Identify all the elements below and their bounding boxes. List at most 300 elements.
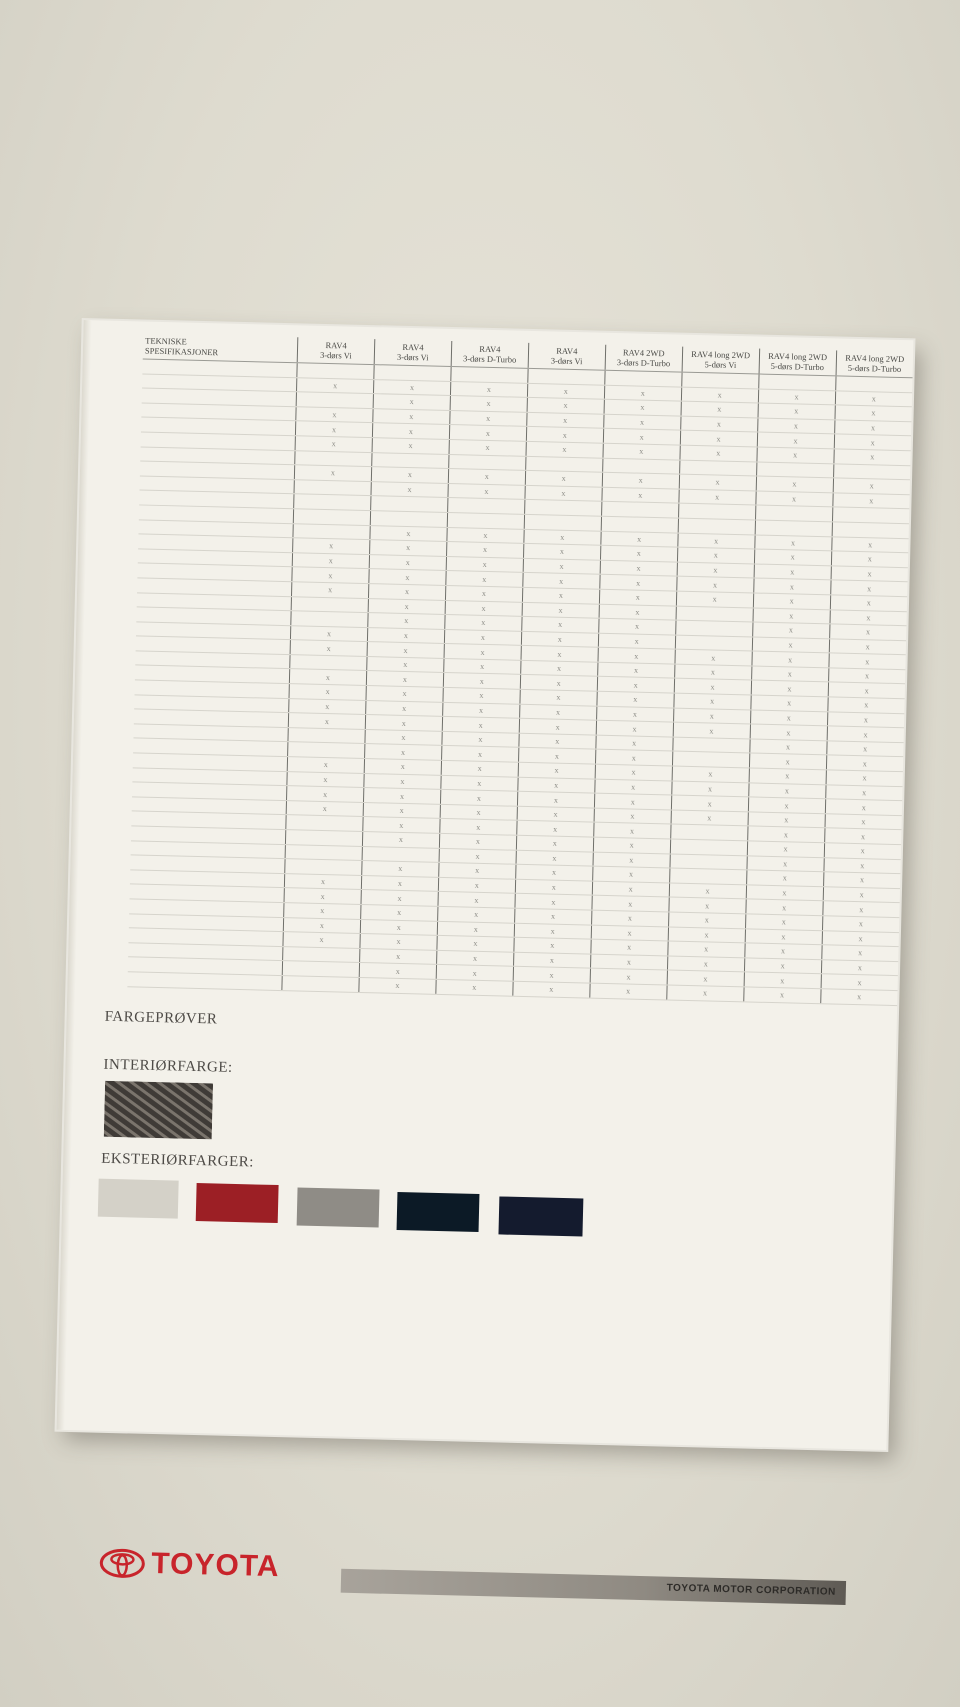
spec-cell: x (668, 927, 745, 943)
spec-cell: x (514, 937, 591, 953)
spec-cell: x (518, 777, 595, 793)
toyota-logo (99, 1546, 280, 1584)
spec-cell: x (822, 930, 899, 946)
spec-cell: x (515, 894, 592, 910)
model-variant: 5-dørs D-Turbo (770, 360, 825, 373)
spec-cell: x (523, 558, 600, 574)
spec-cell: x (594, 793, 671, 809)
spec-cell: x (372, 423, 449, 439)
spec-cell: x (445, 585, 522, 601)
spec-cell: x (444, 658, 521, 674)
spec-cell: x (596, 706, 673, 722)
spec-cell: x (831, 551, 908, 567)
spec-cell: x (823, 887, 900, 903)
spec-cell: x (677, 562, 754, 578)
spec-cell: x (519, 704, 596, 720)
spec-cell: x (822, 901, 899, 917)
spec-cell: x (288, 713, 365, 729)
spec-cell: x (674, 693, 751, 709)
spec-cell: x (359, 977, 436, 993)
spec-cell: x (365, 729, 442, 745)
spec-cell: x (824, 828, 901, 844)
spec-cell: x (747, 855, 824, 871)
spec-cell: x (746, 870, 823, 886)
spec-cell: x (751, 680, 828, 696)
spec-cell: x (441, 760, 518, 776)
spec-cell: x (292, 552, 369, 568)
spec-cell: x (450, 410, 527, 426)
spec-cell: x (833, 449, 910, 465)
spec-cell: x (284, 873, 361, 889)
spec-cell: x (360, 934, 437, 950)
spec-cell: x (591, 910, 668, 926)
exterior-swatch-navy (498, 1196, 583, 1236)
model-column-header (605, 345, 683, 372)
spec-cell: x (598, 633, 675, 649)
spec-cell: x (437, 936, 514, 952)
spec-cell: x (364, 773, 441, 789)
spec-cell: x (437, 906, 514, 922)
spec-cell: x (448, 469, 525, 485)
spec-cell: x (590, 983, 667, 999)
spec-cell: x (523, 573, 600, 589)
spec-cell: x (521, 631, 598, 647)
spec-cell: x (602, 472, 679, 488)
spec-cell: x (828, 682, 905, 698)
spec-cell: x (518, 762, 595, 778)
spec-cell: x (830, 580, 907, 596)
spec-cell: x (283, 917, 360, 933)
spec-cell: x (439, 863, 516, 879)
spec-cell: x (674, 679, 751, 695)
spec-cell: x (449, 439, 526, 455)
spec-cell: x (362, 861, 439, 877)
spec-cell: x (833, 478, 910, 494)
spec-cell: x (825, 814, 902, 830)
model-variant: 5-dørs Vi (704, 359, 737, 370)
spec-cell: x (295, 421, 372, 437)
spec-cell: x (745, 914, 822, 930)
spec-cell: x (834, 420, 911, 436)
spec-cell: x (450, 396, 527, 412)
spec-cell: x (440, 790, 517, 806)
spec-cell: x (296, 377, 373, 393)
spec-cell: x (370, 525, 447, 541)
spec-cell: x (600, 545, 677, 561)
spec-cell: x (527, 398, 604, 414)
spec-cell: x (590, 968, 667, 984)
spec-cell: x (361, 904, 438, 920)
spec-cell: x (438, 877, 515, 893)
spec-cell: x (681, 401, 758, 417)
spec-cell: x (828, 653, 905, 669)
spec-cell: x (448, 483, 525, 499)
spec-cell: x (755, 491, 832, 507)
spec-row-label (127, 972, 282, 990)
spec-cell: x (680, 416, 757, 432)
spec-cell: x (371, 467, 448, 483)
spec-cell: x (597, 662, 674, 678)
spec-cell: x (287, 771, 364, 787)
spec-cell: x (290, 625, 367, 641)
spec-cell: x (368, 583, 445, 599)
spec-cell: x (668, 912, 745, 928)
spec-cell: x (758, 389, 835, 405)
spec-cell: x (753, 593, 830, 609)
spec-cell: x (595, 779, 672, 795)
spec-cell: x (751, 666, 828, 682)
model-variant: 3-dørs Vi (396, 351, 429, 363)
model-name: RAV4 (325, 339, 347, 351)
spec-cell: x (445, 615, 522, 631)
model-variant: 5-dørs D-Turbo (847, 362, 902, 375)
spec-cell: x (745, 928, 822, 944)
spec-cell: x (757, 418, 834, 434)
model-column-header (451, 341, 529, 368)
spec-cell: x (749, 753, 826, 769)
spec-cell: x (603, 443, 680, 459)
spec-cell: x (591, 939, 668, 955)
spec-cell: x (599, 604, 676, 620)
spec-cell: x (674, 664, 751, 680)
spec-cell: x (371, 481, 448, 497)
spec-cell: x (832, 493, 909, 509)
spec-cell: x (373, 379, 450, 395)
spec-cell: x (593, 837, 670, 853)
spec-cell: x (295, 436, 372, 452)
spec-cell: x (516, 835, 593, 851)
spec-cell: x (673, 708, 750, 724)
spec-cell: x (513, 967, 590, 983)
model-name: RAV4 long 2WD (768, 350, 828, 363)
spec-cell: x (520, 675, 597, 691)
spec-cell: x (827, 726, 904, 742)
spec-cell: x (603, 429, 680, 445)
spec-cell: x (677, 547, 754, 563)
spec-cell: x (365, 715, 442, 731)
spec-cell: x (523, 543, 600, 559)
spec-cell: x (521, 646, 598, 662)
spec-cell: x (757, 432, 834, 448)
model-variant: 3-dørs D-Turbo (462, 353, 517, 365)
spec-cell: x (283, 932, 360, 948)
spec-cell: x (436, 979, 513, 995)
spec-cell: x (444, 629, 521, 645)
spec-cell: x (293, 538, 370, 554)
spec-cell: x (600, 575, 677, 591)
spec-cell: x (363, 802, 440, 818)
spec-cell: x (671, 810, 748, 826)
spec-cell: x (440, 804, 517, 820)
spec-cell: x (667, 956, 744, 972)
spec-cell: x (603, 414, 680, 430)
spec-cell: x (360, 919, 437, 935)
fargeprover-title: FARGEPRØVER (104, 1008, 218, 1028)
spec-cell: x (825, 784, 902, 800)
spec-cell: x (522, 602, 599, 618)
spec-cell: x (747, 826, 824, 842)
spec-cell: x (438, 892, 515, 908)
spec-cell: x (520, 660, 597, 676)
spec-cell: x (290, 640, 367, 656)
model-column-header (836, 350, 914, 377)
spec-table (127, 333, 913, 1005)
spec-cell: x (450, 381, 527, 397)
model-name: RAV4 long 2WD (845, 352, 905, 365)
spec-cell: x (439, 848, 516, 864)
spec-cell: x (516, 850, 593, 866)
spec-cell: x (442, 702, 519, 718)
corporation-name: TOYOTA MOTOR CORPORATION (666, 1582, 836, 1598)
spec-cell: x (363, 817, 440, 833)
spec-cell: x (527, 383, 604, 399)
spec-cell: x (287, 757, 364, 773)
spec-cell: x (827, 711, 904, 727)
spec-cell: x (753, 607, 830, 623)
spec-cell: x (518, 748, 595, 764)
spec-cell: x (359, 948, 436, 964)
spec-cell: x (824, 843, 901, 859)
spec-cell: x (598, 618, 675, 634)
spec-cell: x (669, 897, 746, 913)
spec-cell: x (436, 950, 513, 966)
spec-cell: x (369, 540, 446, 556)
spec-cell: x (513, 981, 590, 997)
spec-cell: x (821, 945, 898, 961)
spec-cell: x (526, 441, 603, 457)
spec-cell: x (593, 823, 670, 839)
corporation-bar (341, 1569, 846, 1605)
spec-cell: x (750, 724, 827, 740)
spec-cell: x (527, 412, 604, 428)
spec-cell: x (590, 954, 667, 970)
spec-cell: x (826, 770, 903, 786)
spec-cell: x (835, 405, 912, 421)
spec-cell: x (364, 759, 441, 775)
spec-cell: x (749, 768, 826, 784)
toyota-wordmark: TOYOTA (150, 1547, 280, 1584)
spec-table-body (127, 359, 912, 1005)
spec-cell: x (604, 399, 681, 415)
spec-cell: x (596, 735, 673, 751)
spec-cell: x (743, 987, 820, 1003)
spec-cell: x (758, 403, 835, 419)
spec-cell: x (602, 487, 679, 503)
spec-cell: x (677, 533, 754, 549)
spec-cell: x (831, 566, 908, 582)
spec-cell: x (668, 941, 745, 957)
spec-cell: x (294, 465, 371, 481)
spec-cell: x (519, 733, 596, 749)
spec-cell: x (369, 569, 446, 585)
spec-cell: x (437, 921, 514, 937)
spec-header-line: TEKNISKE (145, 335, 187, 347)
spec-cell: x (826, 755, 903, 771)
spec-cell: x (446, 556, 523, 572)
spec-cell: x (821, 974, 898, 990)
spec-cell: x (827, 697, 904, 713)
spec-cell: x (373, 394, 450, 410)
spec-cell: x (526, 427, 603, 443)
spec-cell: x (830, 595, 907, 611)
toyota-emblem-icon (99, 1548, 146, 1579)
model-name: RAV4 2WD (622, 347, 665, 359)
spec-cell: x (368, 613, 445, 629)
spec-cell: x (361, 890, 438, 906)
spec-cell: x (366, 686, 443, 702)
spec-cell: x (830, 609, 907, 625)
model-column-header (759, 349, 837, 376)
spec-cell: x (749, 739, 826, 755)
spec-cell: x (519, 719, 596, 735)
interior-fabric-swatch (104, 1081, 213, 1140)
spec-cell: x (514, 908, 591, 924)
spec-cell: x (522, 587, 599, 603)
spec-cell: x (752, 622, 829, 638)
spec-cell: x (676, 591, 753, 607)
spec-cell: x (676, 576, 753, 592)
spec-cell: x (754, 535, 831, 551)
spec-cell: x (291, 582, 368, 598)
spec-cell: x (446, 542, 523, 558)
spec-cell: x (756, 476, 833, 492)
spec-cell: x (366, 700, 443, 716)
spec-cell: x (828, 668, 905, 684)
spec-cell: x (747, 841, 824, 857)
spec-cell: x (367, 656, 444, 672)
spec-cell: x (514, 923, 591, 939)
exterior-swatch-grey (297, 1188, 380, 1228)
spec-cell: x (442, 717, 519, 733)
spec-cell: x (671, 781, 748, 797)
spec-cell: x (287, 786, 364, 802)
model-variant: 3-dørs Vi (550, 355, 583, 367)
spec-cell: x (680, 431, 757, 447)
spec-cell: x (362, 831, 439, 847)
spec-cell: x (296, 407, 373, 423)
spec-cell: x (284, 888, 361, 904)
spec-cell: x (604, 385, 681, 401)
spec-cell: x (746, 885, 823, 901)
spec-cell: x (593, 852, 670, 868)
spec-cell: x (835, 391, 912, 407)
spec-cell: x (744, 958, 821, 974)
spec-cell: x (513, 952, 590, 968)
spec-cell: x (289, 684, 366, 700)
spec-cell: x (752, 637, 829, 653)
spec-cell: x (284, 903, 361, 919)
spec-cell: x (442, 731, 519, 747)
spec-cell: x (675, 649, 752, 665)
spec-cell: x (750, 710, 827, 726)
spec-cell: x (447, 527, 524, 543)
spec-cell: x (753, 578, 830, 594)
spec-cell: x (596, 720, 673, 736)
model-variant: 3-dørs Vi (319, 349, 352, 361)
spec-cell: x (752, 651, 829, 667)
spec-cell: x (822, 916, 899, 932)
spec-cell: x (597, 677, 674, 693)
spec-cell: x (757, 447, 834, 463)
spec-cell: x (289, 669, 366, 685)
spec-cell: x (823, 857, 900, 873)
spec-cell: x (439, 833, 516, 849)
spec-cell: x (748, 797, 825, 813)
exterior-swatch-dark-blue (397, 1192, 480, 1232)
model-column-header (374, 339, 452, 366)
exterior-swatch-red (196, 1183, 279, 1223)
model-column-header (528, 343, 606, 370)
spec-cell: x (515, 879, 592, 895)
spec-cell: x (666, 985, 743, 1001)
spec-cell: x (443, 687, 520, 703)
page-spine (57, 320, 92, 1430)
spec-cell: x (373, 408, 450, 424)
spec-cell: x (601, 531, 678, 547)
spec-cell: x (289, 698, 366, 714)
brochure-page (57, 320, 914, 1598)
spec-cell: x (826, 741, 903, 757)
spec-header-label (143, 333, 298, 362)
spec-cell: x (680, 445, 757, 461)
spec-cell: x (445, 600, 522, 616)
spec-cell: x (515, 864, 592, 880)
spec-cell: x (444, 644, 521, 660)
spec-cell: x (821, 959, 898, 975)
spec-cell: x (525, 471, 602, 487)
spec-cell: x (750, 695, 827, 711)
model-column-header (297, 337, 375, 364)
spec-cell: x (744, 943, 821, 959)
spec-cell: x (599, 589, 676, 605)
spec-cell: x (667, 970, 744, 986)
interior-title: INTERIØRFARGE: (103, 1056, 233, 1076)
spec-cell: x (359, 963, 436, 979)
spec-cell: x (744, 972, 821, 988)
spec-cell: x (673, 722, 750, 738)
spec-cell: x (369, 554, 446, 570)
spec-cell: x (367, 627, 444, 643)
spec-cell: x (361, 875, 438, 891)
spec-cell: x (745, 899, 822, 915)
model-column-header (682, 347, 760, 374)
spec-cell: x (522, 616, 599, 632)
spec-cell: x (591, 925, 668, 941)
exterior-title: EKSTERIØRFARGER: (101, 1150, 255, 1171)
model-name: RAV4 (556, 345, 578, 357)
spec-cell: x (594, 808, 671, 824)
spec-cell: x (754, 549, 831, 565)
spec-cell: x (436, 965, 513, 981)
spec-cell: x (592, 881, 669, 897)
spec-cell: x (671, 795, 748, 811)
spec-cell: x (829, 624, 906, 640)
spec-cell: x (748, 783, 825, 799)
spec-cell: x (363, 788, 440, 804)
spec-cell: x (595, 750, 672, 766)
spec-cell (282, 976, 359, 992)
spec-cell: x (597, 691, 674, 707)
spec-cell: x (669, 883, 746, 899)
model-name: RAV4 (402, 341, 424, 353)
spec-cell: x (441, 746, 518, 762)
spec-cell: x (364, 744, 441, 760)
spec-cell: x (446, 571, 523, 587)
spec-cell: x (292, 567, 369, 583)
spec-cell: x (443, 673, 520, 689)
spec-cell: x (829, 639, 906, 655)
spec-cell: x (679, 489, 756, 505)
